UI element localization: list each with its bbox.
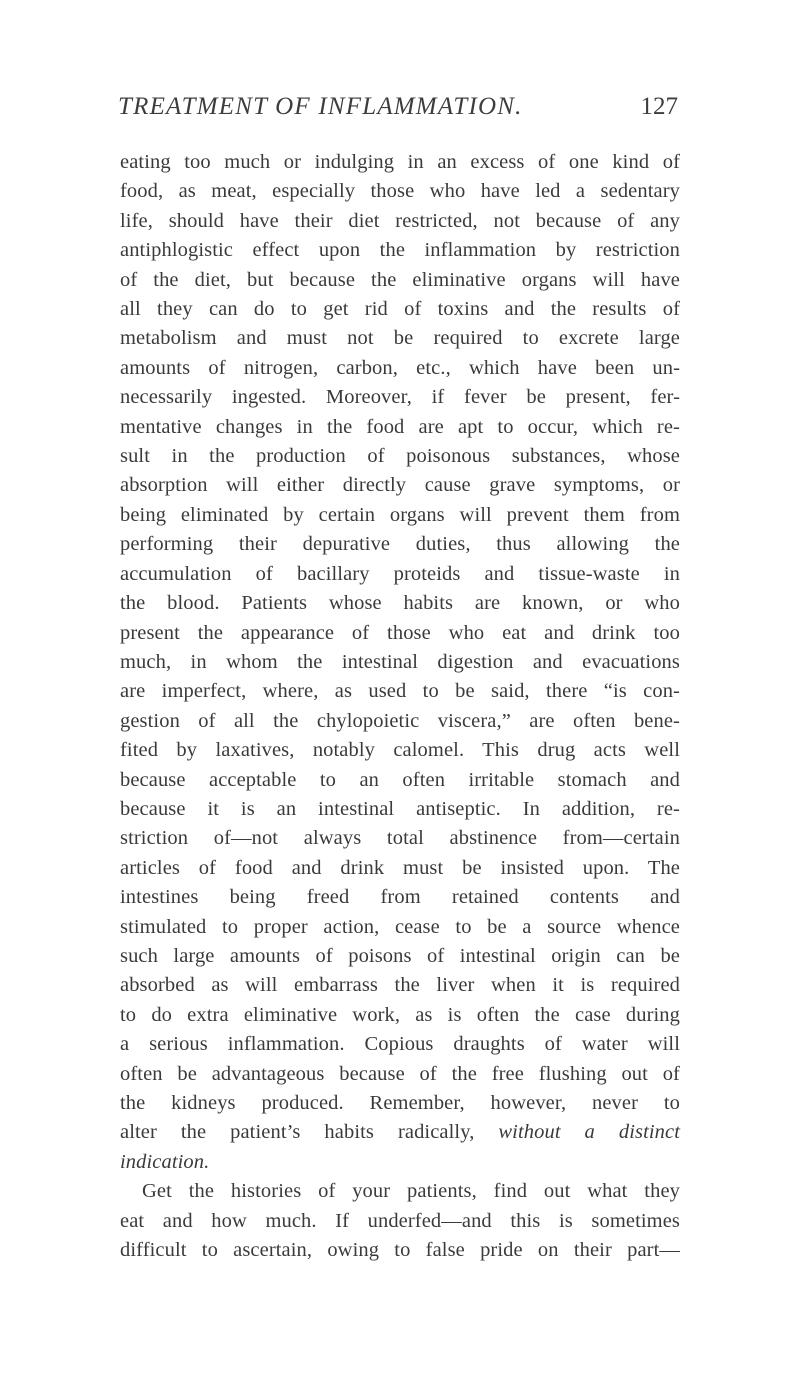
running-head [118, 93, 678, 133]
text-line [120, 1118, 680, 1147]
text-line: of the diet, but because the eliminative organs will have [120, 268, 680, 291]
text-line: a serious inflammation. Copious draughts of water will [120, 1033, 680, 1056]
text-line: fited by laxatives, notably calomel. This drug acts well [120, 739, 680, 762]
page-number: 127 [640, 93, 678, 120]
text-line: articles of food and drink must be insisted upon. The [120, 856, 680, 879]
body-text [120, 148, 680, 1265]
text-line: life, should have their diet restricted, not because of any [120, 209, 680, 232]
text-line: gestion of all the chylopoietic viscera,” are often bene- [120, 709, 680, 732]
italic-emphasis: indication. [120, 1150, 210, 1173]
text-line: absorption will either directly cause grave symptoms, or [120, 474, 680, 497]
text-line: because acceptable to an often irritable stomach and [120, 768, 680, 791]
text-line: the blood. Patients whose habits are known, or who [120, 592, 680, 615]
text-line: striction of—not always total abstinence from—certain [120, 827, 680, 850]
text-line: sult in the production of poisonous substances, whose [120, 445, 680, 468]
paragraph-first-line: Get the histories of your patients, find out what they [142, 1180, 680, 1203]
text-line: absorbed as will embarrass the liver when it is required [120, 974, 680, 997]
text-segment: alter the patient’s habits radically, [120, 1121, 475, 1144]
text-line: food, as meat, especially those who have led a sedentary [120, 180, 680, 203]
text-line: being eliminated by certain organs will prevent them from [120, 503, 680, 526]
text-line: difficult to ascertain, owing to false pride on their part— [120, 1239, 680, 1262]
italic-emphasis: without a distinct [498, 1121, 681, 1144]
text-line: eating too much or indulging in an excess of one kind of [120, 151, 680, 173]
text-line: to do extra eliminative work, as is often the case during [120, 1003, 680, 1026]
text-line: because it is an intestinal antiseptic. In addition, re- [120, 797, 680, 820]
text-line: stimulated to proper action, cease to be a source whence [120, 915, 680, 938]
text-line: present the appearance of those who eat and drink too [120, 621, 680, 644]
text-line: antiphlogistic effect upon the inflammation by restriction [120, 239, 680, 262]
text-line: performing their depurative duties, thus allowing the [120, 533, 680, 556]
text-line: such large amounts of poisons of intestinal origin can be [120, 944, 680, 967]
text-line: all they can do to get rid of toxins and the results of [120, 298, 680, 321]
text-line [120, 1148, 680, 1177]
text-line: necessarily ingested. Moreover, if fever be present, fer- [120, 386, 680, 409]
running-title: TREATMENT OF INFLAMMATION. [118, 93, 523, 120]
text-line: accumulation of bacillary proteids and tissue-waste in [120, 562, 680, 585]
text-line: mentative changes in the food are apt to occur, which re- [120, 415, 680, 438]
text-line: are imperfect, where, as used to be said, there “is con- [120, 680, 680, 703]
text-line: amounts of nitrogen, carbon, etc., which have been un- [120, 356, 680, 379]
text-line: the kidneys produced. Remember, however, never to [120, 1092, 680, 1114]
text-line: often be advantageous because of the free flushing out of [120, 1062, 680, 1085]
text-line: eat and how much. If underfed—and this is sometimes [120, 1209, 680, 1232]
text-line: much, in whom the intestinal digestion and evacuations [120, 650, 680, 673]
text-line: metabolism and must not be required to excrete large [120, 327, 680, 350]
text-line: intestines being freed from retained contents and [120, 886, 680, 909]
